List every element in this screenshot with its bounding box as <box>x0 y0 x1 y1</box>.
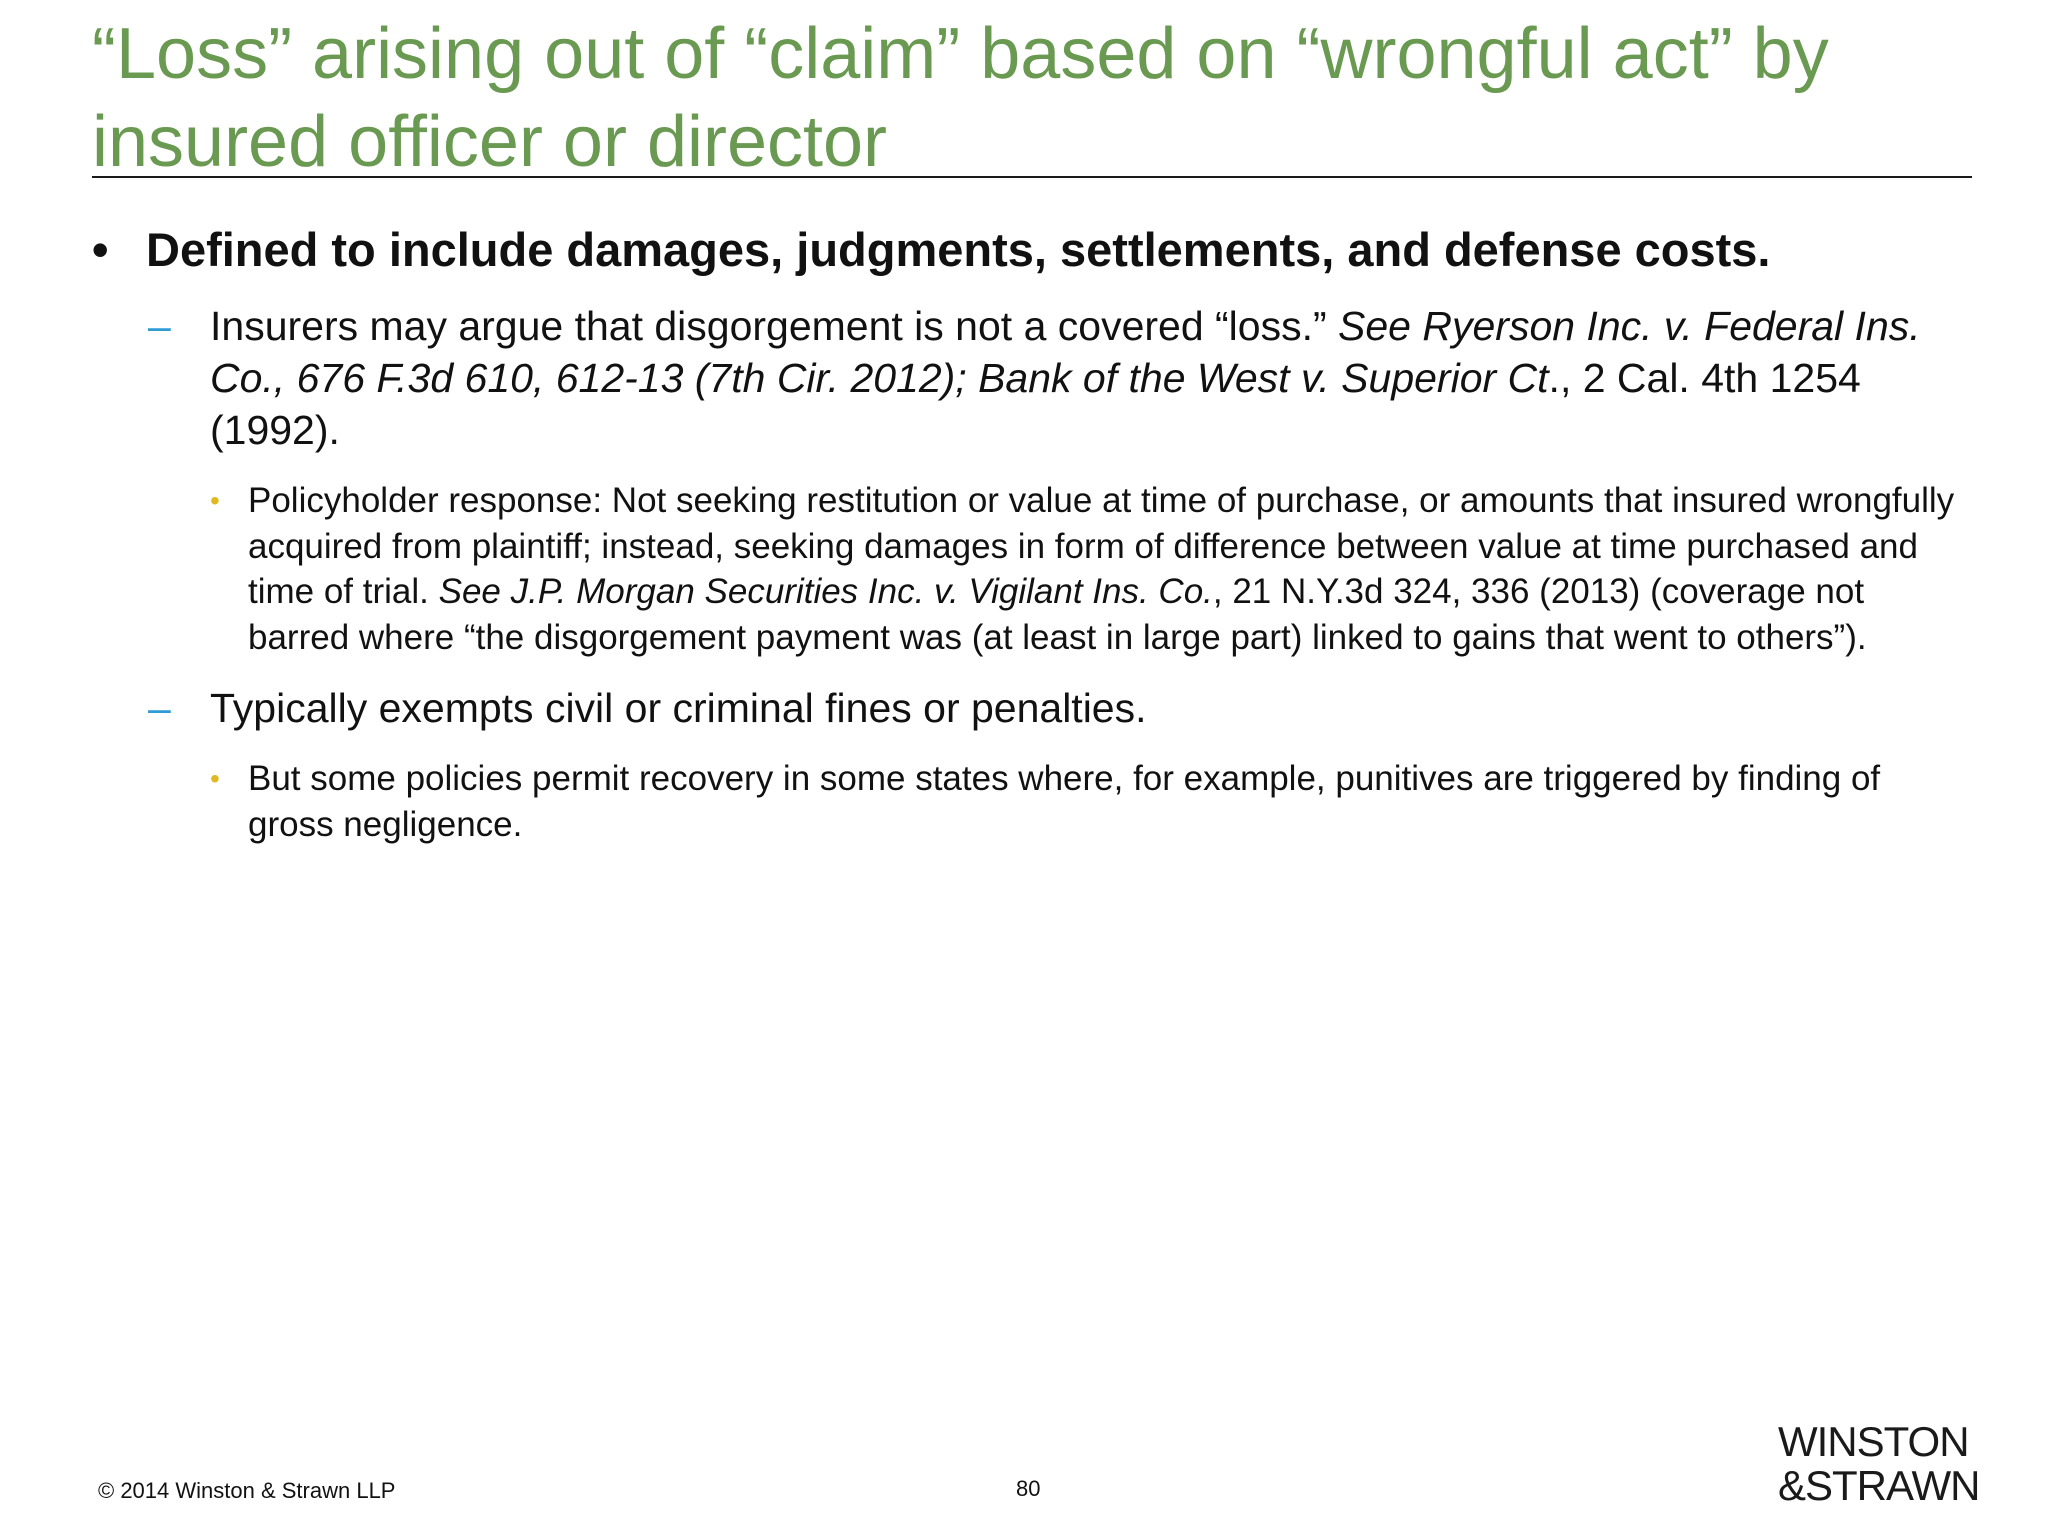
bullet-level1 <box>92 220 1972 280</box>
winston-strawn-logo <box>1778 1420 1979 1508</box>
logo-line-1: WINSTON <box>1778 1418 1969 1465</box>
dot-marker: • <box>210 763 220 794</box>
sub-bullet-text: Insurers may argue that disgorgement is not a covered “loss.” <box>210 303 1339 349</box>
sub-sub-bullet-punitives <box>210 756 1972 847</box>
copyright-notice: © 2014 Winston & Strawn LLP <box>98 1478 396 1503</box>
citation-tail: ., 2 Cal. 4th 1254 (1992). <box>210 355 1861 453</box>
sub-bullet-text: Typically exempts civil or criminal fines or penalties. <box>210 685 1147 731</box>
bullet-text: Defined to include damages, judgments, settlements, and defense costs. <box>146 223 1771 276</box>
bullet-marker: • <box>92 223 109 276</box>
dash-marker: – <box>148 303 171 349</box>
sub-sub-bullet-text: Policyholder response: Not seeking restitution or value at time of purchase, or amounts that insured wrongfully acquired from plaintiff; instead, seeking damages in form of difference between value at time purchased and time of trial. <box>248 481 1955 611</box>
case-citation: See J.P. Morgan Securities Inc. v. Vigilant Ins. Co. <box>438 572 1213 611</box>
dot-marker: • <box>210 485 220 516</box>
slide-body <box>92 220 1972 847</box>
dash-marker: – <box>148 685 171 731</box>
sub-sub-bullet-policyholder-response <box>210 478 1972 660</box>
sub-bullet-disgorgement <box>148 300 1972 456</box>
title-divider <box>92 176 1972 178</box>
sub-bullet-fines <box>148 682 1972 734</box>
logo-line-2: &STRAWN <box>1778 1462 1980 1509</box>
case-citation: See Ryerson Inc. v. Federal Ins. Co., 676 F.3d 610, 612-13 (7th Cir. 2012); Bank of the West v. Superior Ct <box>210 303 1921 401</box>
citation-tail: , 21 N.Y.3d 324, 336 (2013) (coverage not barred where “the disgorgement payment was (at least in large part) linked to gains that went to others”). <box>248 572 1867 657</box>
page-number: 80 <box>1016 1476 1041 1501</box>
sub-sub-bullet-text: But some policies permit recovery in some states where, for example, punitives are triggered by finding of gross negligence. <box>248 759 1881 844</box>
slide-title: “Loss” arising out of “claim” based on “wrongful act” by insured officer or director <box>92 14 1829 182</box>
